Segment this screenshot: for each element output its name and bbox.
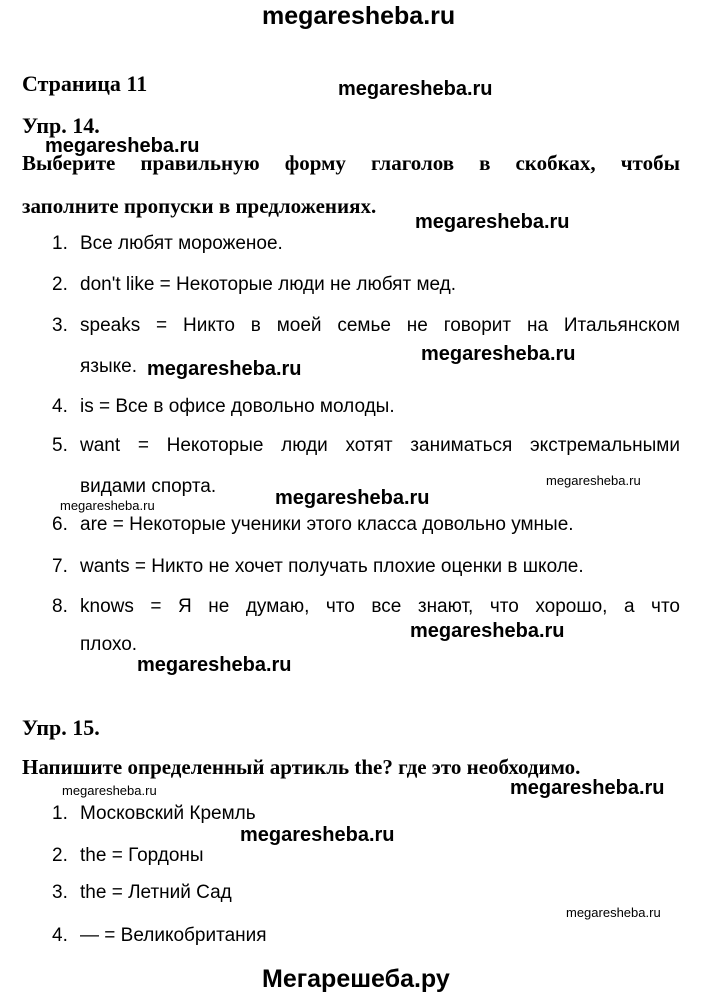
watermark: megaresheba.ru — [421, 343, 576, 365]
list-item — [52, 396, 692, 422]
item-number: 3. — [52, 315, 68, 336]
item-text: the = Летний Сад — [80, 882, 232, 903]
list-item — [52, 556, 692, 582]
item-number: 4. — [52, 396, 68, 417]
item-text: want = Некоторые люди хотят заниматься экстремальными — [80, 435, 680, 456]
item-number: 2. — [52, 845, 68, 866]
watermark: megaresheba.ru — [415, 211, 570, 233]
watermark: megaresheba.ru — [275, 487, 430, 509]
item-text: don't like = Некоторые люди не любят мед. — [80, 274, 457, 295]
item-number: 1. — [52, 803, 68, 824]
item-continuation: плохо. — [80, 634, 138, 655]
watermark: megaresheba.ru — [147, 358, 302, 380]
item-continuation: языке. — [80, 356, 138, 377]
item-text: the = Гордоны — [80, 845, 204, 866]
item-number: 2. — [52, 274, 68, 295]
exercise-15-title: Упр. 15. — [22, 715, 100, 740]
watermark: megaresheba.ru — [240, 824, 395, 846]
list-item — [52, 925, 692, 951]
item-text: speaks = Никто в моей семье не говорит на Итальянском — [80, 315, 680, 336]
list-item — [52, 315, 680, 341]
watermark-small: megaresheba.ru — [62, 783, 157, 798]
item-text: is = Все в офисе довольно молоды. — [80, 396, 395, 417]
item-number: 5. — [52, 435, 68, 456]
watermark: megaresheba.ru — [338, 78, 493, 100]
item-number: 7. — [52, 556, 68, 577]
item-text: are = Некоторые ученики этого класса довольно умные. — [80, 514, 574, 535]
watermark: megaresheba.ru — [45, 135, 200, 157]
item-text: knows = Я не думаю, что все знают, что хорошо, а что — [80, 596, 680, 617]
watermark-small: megaresheba.ru — [546, 473, 641, 488]
list-item — [52, 274, 692, 300]
item-number: 6. — [52, 514, 68, 535]
footer-watermark: Мегарешеба.ру — [262, 965, 450, 993]
watermark: megaresheba.ru — [410, 620, 565, 642]
exercise-14-instruction-line2: заполните пропуски в предложениях. — [22, 194, 377, 218]
item-text: wants = Никто не хочет получать плохие оценки в школе. — [80, 556, 584, 577]
item-number: 8. — [52, 596, 68, 617]
item-continuation: видами спорта. — [80, 476, 217, 497]
watermark-small: megaresheba.ru — [60, 498, 155, 513]
item-text: — = Великобритания — [80, 925, 267, 946]
list-item — [52, 233, 692, 259]
page-label: Страница 11 — [22, 71, 148, 96]
exercise-14-title: Упр. 14. — [22, 113, 100, 138]
exercise-14-instruction-line1: Выберите правильную форму глаголов в скобках, чтобы — [22, 151, 680, 175]
item-text: Московский Кремль — [80, 803, 256, 824]
item-number: 3. — [52, 882, 68, 903]
list-item — [52, 845, 692, 871]
watermark: megaresheba.ru — [137, 654, 292, 676]
watermark: megaresheba.ru — [510, 777, 665, 799]
list-item — [52, 435, 680, 461]
exercise-15-instruction: Напишите определенный артикль the? где это необходимо. — [22, 755, 581, 779]
top-watermark: megaresheba.ru — [262, 2, 456, 30]
watermark-small: megaresheba.ru — [566, 905, 661, 920]
item-text: Все любят мороженое. — [80, 233, 283, 254]
list-item — [52, 514, 692, 540]
list-item — [52, 596, 680, 622]
item-number: 4. — [52, 925, 68, 946]
item-number: 1. — [52, 233, 68, 254]
